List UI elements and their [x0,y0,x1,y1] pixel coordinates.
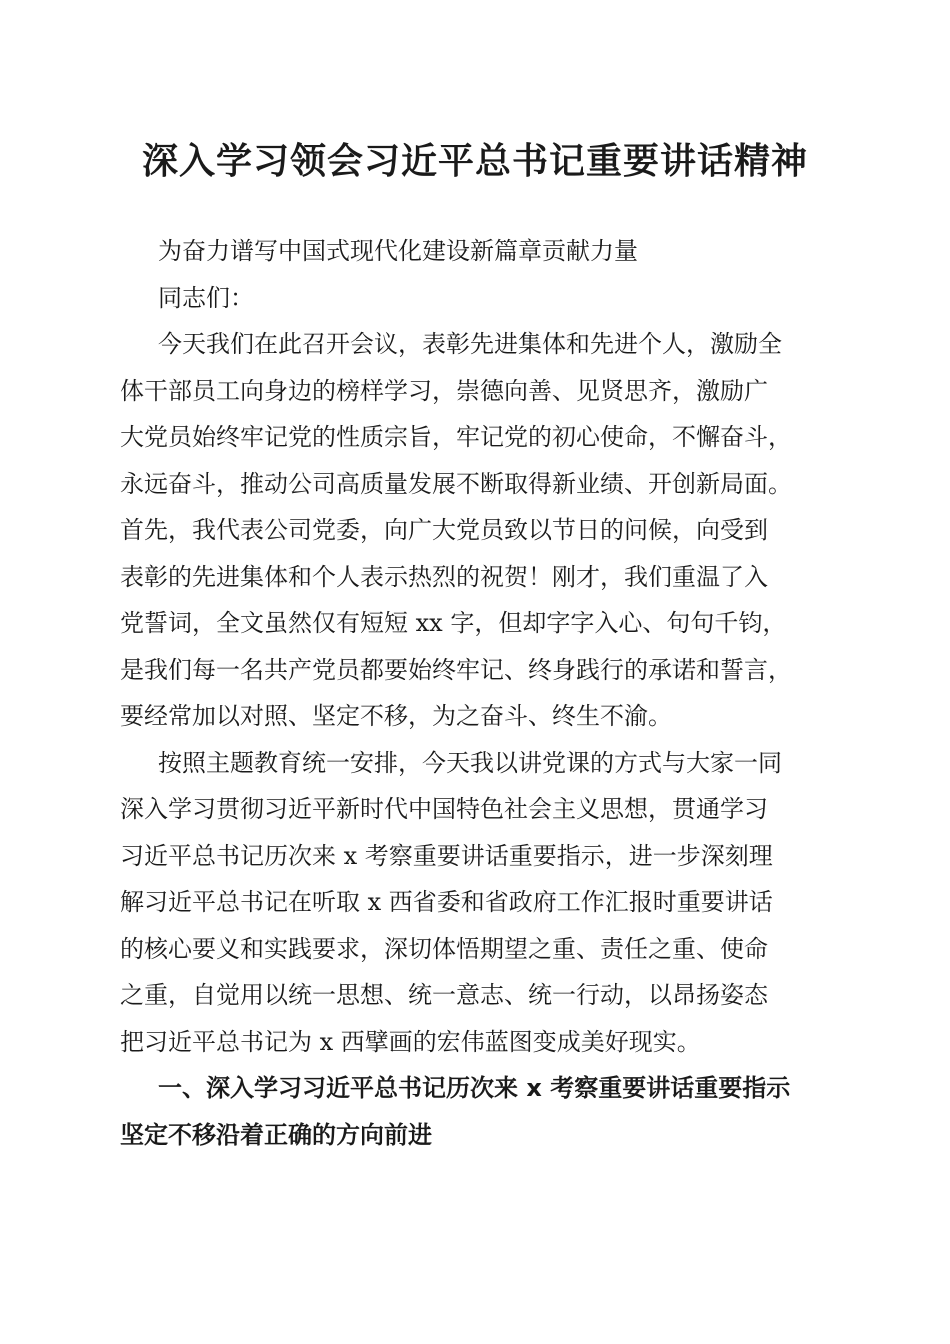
paragraph-line: 深入学习贯彻习近平新时代中国特色社会主义思想，贯通学习 [120,795,768,823]
paragraph-line: 表彰的先进集体和个人表示热烈的祝贺！刚才，我们重温了入 [120,562,768,591]
paragraph-line: 的核心要义和实践要求，深切体悟期望之重、责任之重、使命 [120,934,768,963]
salutation: 同志们： [158,283,254,312]
paragraph-line: 党誓词，全文虽然仅有短短 xx 字，但却字字入心、句句千钧， [120,609,787,637]
paragraph-line: 之重，自觉用以统一思想、统一意志、统一行动，以昂扬姿态 [120,981,768,1009]
paragraph-line: 习近平总书记历次来 x 考察重要讲话重要指示，进一步深刻理 [120,841,773,870]
paragraph-line: 今天我们在此召开会议，表彰先进集体和先进个人，激励全 [158,330,782,358]
paragraph-line: 要经常加以对照、坚定不移，为之奋斗、终生不渝。 [120,702,672,730]
section-heading-line: 坚定不移沿着正确的方向前进 [120,1120,432,1149]
subtitle: 为奋力谱写中国式现代化建设新篇章贡献力量 [158,237,638,265]
paragraph-line: 永远奋斗，推动公司高质量发展不断取得新业绩、开创新局面。 [120,469,792,498]
section-heading [120,1065,832,1158]
paragraph-1 [120,321,832,740]
paragraph-line: 把习近平总书记为 x 西擘画的宏伟蓝图变成美好现实。 [120,1027,701,1056]
document-title: 深入学习领会习近平总书记重要讲话精神 [141,140,808,182]
paragraph-line: 体干部员工向身边的榜样学习，崇德向善、见贤思齐，激励广 [120,376,768,405]
paragraph-line: 大党员始终牢记党的性质宗旨，牢记党的初心使命，不懈奋斗， [120,423,792,451]
paragraph-line: 首先，我代表公司党委，向广大党员致以节日的问候，向受到 [120,516,768,544]
paragraph-2 [120,740,832,1066]
paragraph-line: 是我们每一名共产党员都要始终牢记、终身践行的承诺和誓言， [120,655,792,684]
document-body [120,228,832,1158]
paragraph-line: 解习近平总书记在听取 x 西省委和省政府工作汇报时重要讲话 [120,888,773,916]
section-heading-line: 一、深入学习习近平总书记历次来 x 考察重要讲话重要指示 [158,1074,791,1102]
paragraph-line: 按照主题教育统一安排，今天我以讲党课的方式与大家一同 [158,748,782,777]
